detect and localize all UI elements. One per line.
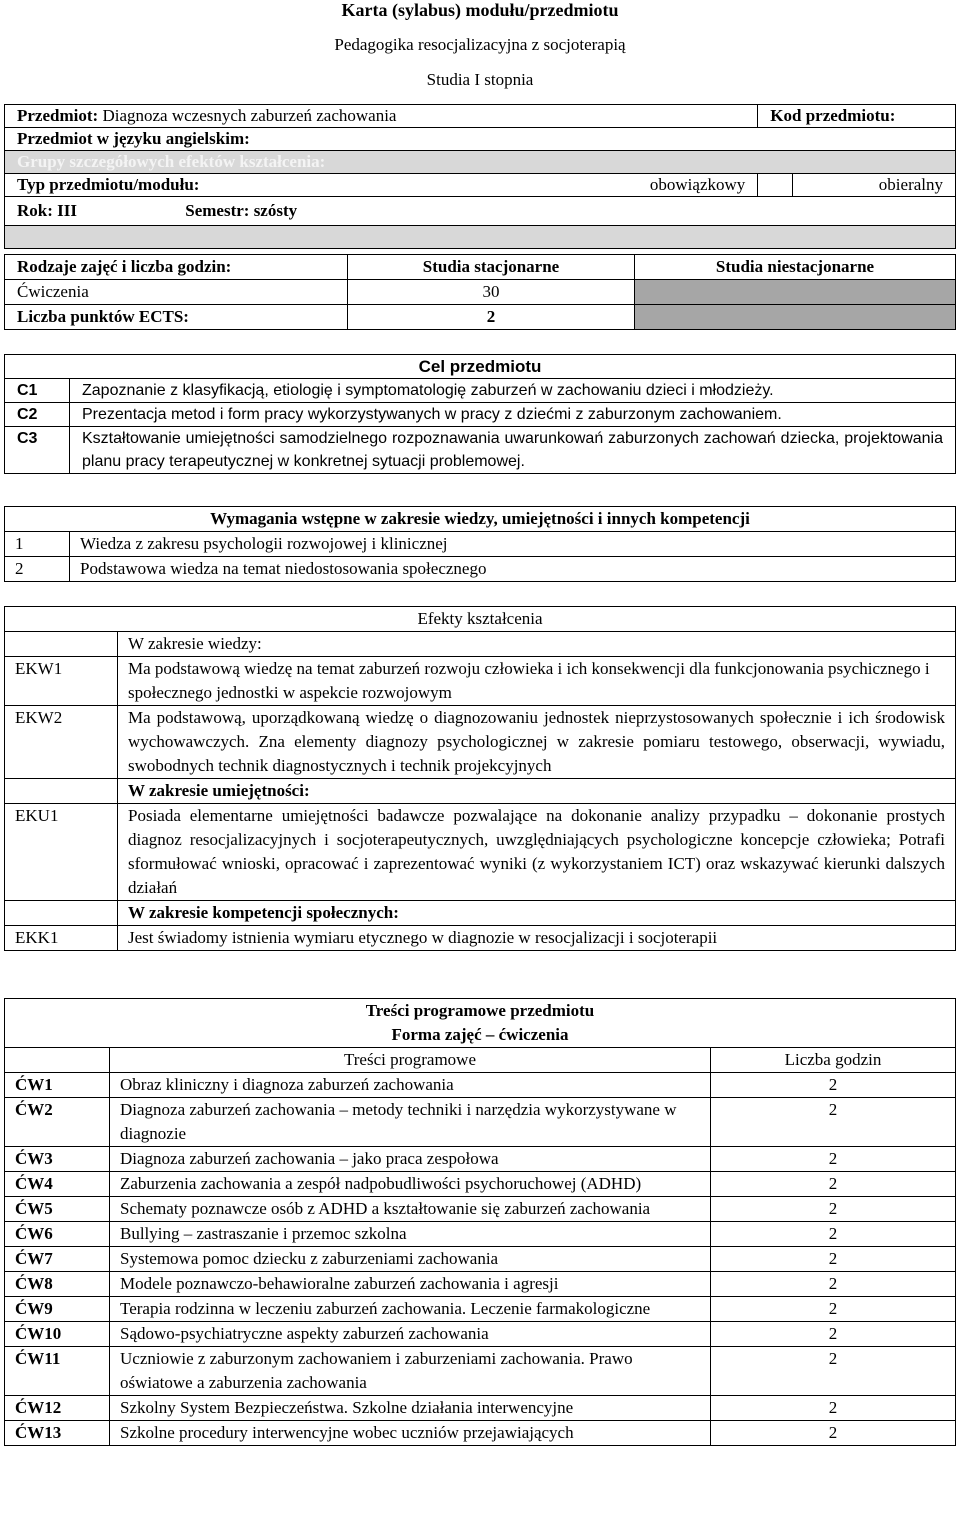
content-col-content: Treści programowe: [110, 1048, 711, 1073]
goal-row: [5, 403, 956, 427]
outcome-groups-label: Grupy szczegółowych efektów kształcenia:: [5, 151, 956, 174]
study-level: Studia I stopnia: [426, 70, 534, 89]
hours-col-part-time: Studia niestacjonarne: [635, 255, 956, 280]
content-text: Sądowo-psychiatryczne aspekty zaburzeń zachowania: [110, 1322, 711, 1347]
content-text: Bullying – zastraszanie i przemoc szkolna: [110, 1222, 711, 1247]
content-row: [5, 1396, 956, 1421]
content-code: ĆW4: [5, 1172, 110, 1197]
requirement-number: 1: [5, 532, 70, 557]
goal-code: C3: [5, 427, 70, 474]
outcome-code: EKU1: [5, 804, 118, 901]
content-text: Szkolny System Bezpieczeństwa. Szkolne działania interwencyjne: [110, 1396, 711, 1421]
outcome-text: Posiada elementarne umiejętności badawcze pozwalające na dokonanie analizy przypadku – dokonanie prostych diagnoz resocjalizacyjnych i socjoterapeutycznych, uwzględniających psychologiczne koncepcje człowieka; Potrafi sformułować wnioski, opracować i zaprezentować wyniki (z wykorzystaniem ICT) oraz wskazywać kierunki dalszych działań: [118, 804, 956, 901]
content-text: Uczniowie z zaburzonym zachowaniem i zaburzeniami zachowania. Prawo oświatowe a zaburzenia zachowania: [110, 1347, 711, 1396]
outcome-row: [5, 706, 956, 779]
content-code: ĆW5: [5, 1197, 110, 1222]
type-optional: obieralny: [793, 174, 956, 197]
document-title: Karta (sylabus) modułu/przedmiotu: [341, 0, 619, 20]
content-row: [5, 1073, 956, 1098]
subject-label: Przedmiot:: [17, 106, 99, 125]
content-row: [5, 1197, 956, 1222]
subject-cell: [5, 105, 758, 128]
skills-heading: W zakresie umiejętności:: [118, 779, 956, 804]
requirement-number: 2: [5, 557, 70, 582]
content-code: ĆW9: [5, 1297, 110, 1322]
program-name: Pedagogika resocjalizacyjna z socjoterapią: [334, 35, 626, 54]
content-code: ĆW7: [5, 1247, 110, 1272]
goal-code: C2: [5, 403, 70, 427]
content-code: ĆW6: [5, 1222, 110, 1247]
goal-row: [5, 427, 956, 474]
goal-code: C1: [5, 379, 70, 403]
content-text: Zaburzenia zachowania a zespół nadpobudliwości psychoruchowej (ADHD): [110, 1172, 711, 1197]
content-text: Modele poznawczo-behawioralne zaburzeń zachowania i agresji: [110, 1272, 711, 1297]
content-row: [5, 1347, 956, 1396]
ects-label: Liczba punktów ECTS:: [5, 305, 348, 330]
social-heading: W zakresie kompetencji społecznych:: [118, 901, 956, 926]
outcome-row: [5, 926, 956, 951]
content-text: Schematy poznawcze osób z ADHD a kształtowanie się zaburzeń zachowania: [110, 1197, 711, 1222]
ects-part-time: [635, 305, 956, 330]
goal-text: Prezentacja metod i form pracy wykorzystywanych w pracy z dziećmi z zaburzonym zachowaniem.: [70, 403, 956, 427]
content-row: [5, 1247, 956, 1272]
requirements-title: Wymagania wstępne w zakresie wiedzy, umiejętności i innych kompetencji: [5, 507, 956, 532]
content-col-hours: Liczba godzin: [711, 1048, 956, 1073]
goal-text: Kształtowanie umiejętności samodzielnego rozpoznawania uwarunkowań zaburzonych zachowań dziecka, projektowania planu pracy terapeutycznej w konkretnej sytuacji problemowej.: [70, 427, 956, 474]
outcomes-blank: [5, 632, 118, 657]
content-text: Szkolne procedury interwencyjne wobec uczniów przejawiających: [110, 1421, 711, 1446]
requirements-table: [4, 506, 956, 582]
content-hours: 2: [711, 1247, 956, 1272]
requirement-row: [5, 557, 956, 582]
content-hours: 2: [711, 1347, 956, 1396]
content-text: Diagnoza zaburzeń zachowania – jako praca zespołowa: [110, 1147, 711, 1172]
content-code: ĆW1: [5, 1073, 110, 1098]
goals-table: [4, 354, 956, 474]
english-name-label: Przedmiot w języku angielskim:: [5, 128, 956, 151]
content-text: Diagnoza zaburzeń zachowania – metody techniki i narzędzia wykorzystywane w diagnozie: [110, 1098, 711, 1147]
content-code: ĆW11: [5, 1347, 110, 1396]
grey-separator-row: [5, 226, 956, 249]
semester-value: Semestr: szósty: [185, 201, 298, 220]
content-title: Treści programowe przedmiotu: [5, 999, 956, 1024]
content-code: ĆW8: [5, 1272, 110, 1297]
outcome-text: Jest świadomy istnienia wymiaru etycznego w diagnozie w resocjalizacji i socjoterapii: [118, 926, 956, 951]
content-hours: 2: [711, 1197, 956, 1222]
program-content-table: [4, 998, 956, 1446]
content-hours: 2: [711, 1272, 956, 1297]
outcome-row: [5, 657, 956, 706]
content-hours: 2: [711, 1297, 956, 1322]
outcomes-blank: [5, 779, 118, 804]
content-hours: 2: [711, 1172, 956, 1197]
content-code: ĆW2: [5, 1098, 110, 1147]
subject-info-table: [4, 104, 956, 249]
content-hours: 2: [711, 1098, 956, 1147]
content-code: ĆW10: [5, 1322, 110, 1347]
content-code: ĆW13: [5, 1421, 110, 1446]
content-row: [5, 1147, 956, 1172]
outcome-row: [5, 804, 956, 901]
goal-row: [5, 379, 956, 403]
hours-row-exercises-part-time: [635, 280, 956, 305]
outcome-code: EKW2: [5, 706, 118, 779]
type-obligatory: obowiązkowy: [319, 174, 758, 197]
requirement-text: Wiedza z zakresu psychologii rozwojowej i klinicznej: [70, 532, 956, 557]
requirement-row: [5, 532, 956, 557]
content-row: [5, 1272, 956, 1297]
content-hours: 2: [711, 1147, 956, 1172]
content-hours: 2: [711, 1396, 956, 1421]
content-row: [5, 1172, 956, 1197]
content-code: ĆW3: [5, 1147, 110, 1172]
content-text: Systemowa pomoc dziecku z zaburzeniami zachowania: [110, 1247, 711, 1272]
knowledge-heading: W zakresie wiedzy:: [118, 632, 956, 657]
subject-value: Diagnoza wczesnych zaburzeń zachowania: [102, 106, 397, 125]
type-spacer: [758, 174, 793, 197]
content-row: [5, 1421, 956, 1446]
content-row: [5, 1222, 956, 1247]
content-col-code: [5, 1048, 110, 1073]
content-row: [5, 1322, 956, 1347]
year-value: Rok: III: [17, 201, 77, 220]
outcome-text: Ma podstawową, uporządkowaną wiedzę o diagnozowaniu jednostek nieprzystosowanych społecznie i ich środowisk wychowawczych. Zna elementy diagnozy psychologicznej w zakresie pomiaru testowego, obserwacji, wywiadu, swobodnych technik diagnostycznych i technik projekcyjnych: [118, 706, 956, 779]
content-row: [5, 1297, 956, 1322]
type-label: Typ przedmiotu/modułu:: [5, 174, 320, 197]
outcome-code: EKW1: [5, 657, 118, 706]
goals-title: Cel przedmiotu: [5, 355, 956, 379]
hours-row-exercises-value: 30: [348, 280, 635, 305]
year-label: [5, 197, 956, 226]
requirement-text: Podstawowa wiedza na temat niedostosowania społecznego: [70, 557, 956, 582]
content-code: ĆW12: [5, 1396, 110, 1421]
outcomes-table: [4, 606, 956, 951]
content-hours: 2: [711, 1421, 956, 1446]
outcomes-blank: [5, 901, 118, 926]
subject-code-label: Kod przedmiotu:: [758, 105, 956, 128]
content-text: Terapia rodzinna w leczeniu zaburzeń zachowania. Leczenie farmakologiczne: [110, 1297, 711, 1322]
hours-row-exercises-label: Ćwiczenia: [5, 280, 348, 305]
goal-text: Zapoznanie z klasyfikacją, etiologię i symptomatologię zaburzeń w zachowaniu dzieci i młodzieży.: [70, 379, 956, 403]
outcome-text: Ma podstawową wiedzę na temat zaburzeń rozwoju człowieka i ich konsekwencji dla funkcjonowania psychicznego i społecznego jednostki w aspekcie rozwojowym: [118, 657, 956, 706]
content-row: [5, 1098, 956, 1147]
hours-table: [4, 254, 956, 330]
ects-value: 2: [348, 305, 635, 330]
hours-col-type: Rodzaje zajęć i liczba godzin:: [5, 255, 348, 280]
content-text: Obraz kliniczny i diagnoza zaburzeń zachowania: [110, 1073, 711, 1098]
content-hours: 2: [711, 1222, 956, 1247]
content-hours: 2: [711, 1322, 956, 1347]
hours-col-stationary: Studia stacjonarne: [348, 255, 635, 280]
outcome-code: EKK1: [5, 926, 118, 951]
outcomes-title: Efekty kształcenia: [5, 607, 956, 632]
content-hours: 2: [711, 1073, 956, 1098]
content-form: Forma zajęć – ćwiczenia: [5, 1023, 956, 1048]
